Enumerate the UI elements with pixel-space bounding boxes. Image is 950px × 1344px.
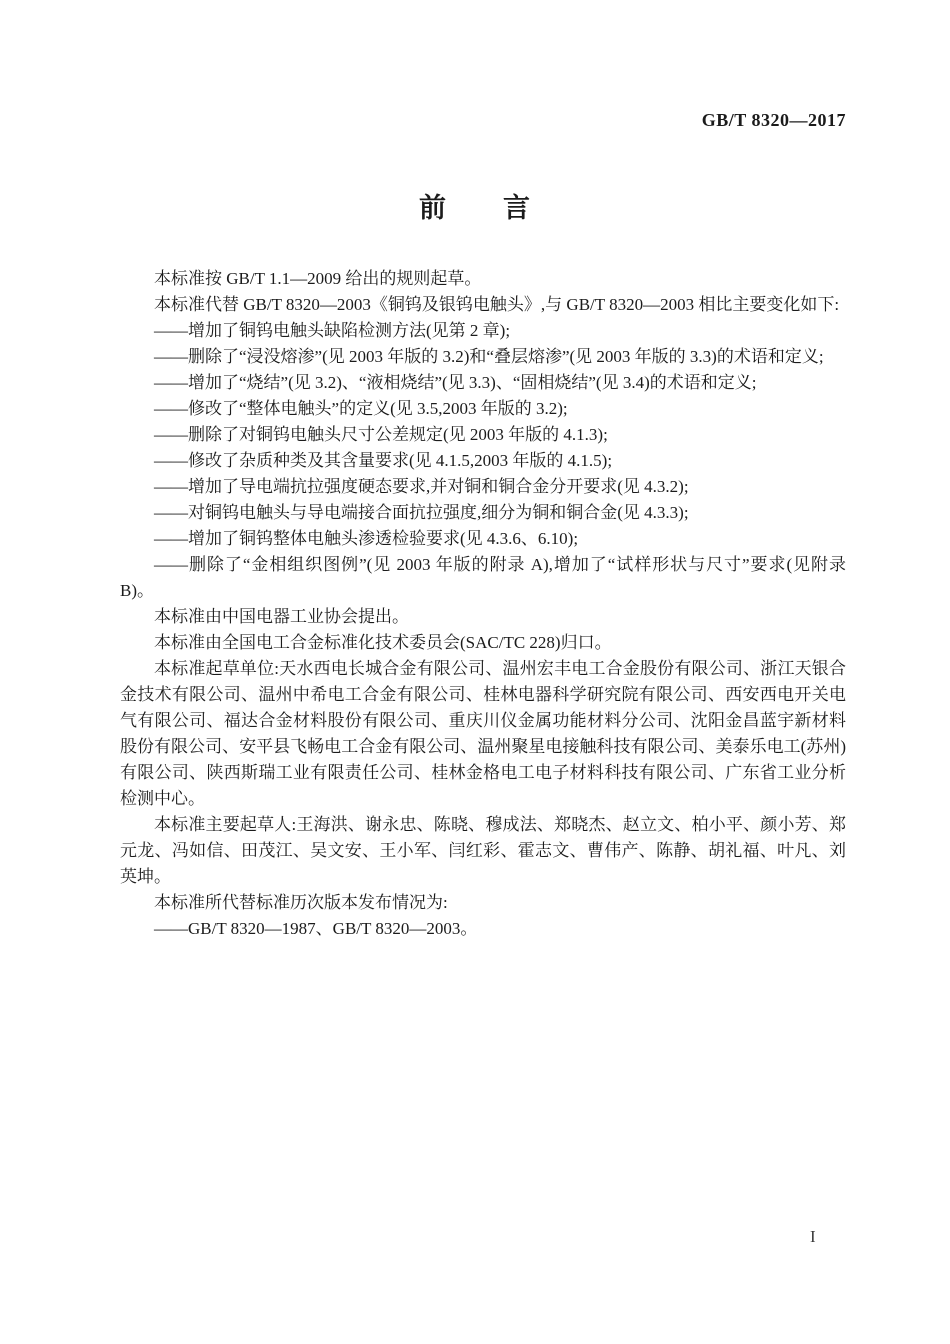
foreword-paragraph: ——删除了对铜钨电触头尺寸公差规定(见 2003 年版的 4.1.3); [154, 425, 608, 444]
foreword-paragraph: 本标准由中国电器工业协会提出。 [154, 607, 409, 626]
foreword-paragraph: ——修改了杂质种类及其含量要求(见 4.1.5,2003 年版的 4.1.5); [154, 451, 613, 470]
foreword-paragraph: 本标准由全国电工合金标准化技术委员会(SAC/TC 228)归口。 [154, 633, 612, 652]
foreword-paragraph: ——GB/T 8320—1987、GB/T 8320—2003。 [154, 919, 478, 938]
foreword-paragraph: 本标准所代替标准历次版本发布情况为: [154, 893, 448, 912]
foreword-paragraph: 本标准主要起草人:王海洪、谢永忠、陈晓、穆成法、郑晓杰、赵立文、柏小平、颜小芳、郑元龙、冯如信、田茂江、吴文安、王小军、闫红彩、霍志文、曹伟产、陈静、胡礼福、叶凡、刘英坤。 [120, 815, 846, 886]
page-header [120, 110, 846, 131]
foreword-paragraph: 本标准按 GB/T 1.1—2009 给出的规则起草。 [154, 269, 482, 288]
foreword-paragraph: ——对铜钨电触头与导电端接合面抗拉强度,细分为铜和铜合金(见 4.3.3); [154, 503, 689, 522]
foreword-paragraph: ——增加了铜钨整体电触头渗透检验要求(见 4.3.6、6.10); [154, 529, 579, 548]
foreword-title: 前 言 [419, 193, 531, 223]
foreword-body [120, 266, 846, 942]
foreword-paragraph: 本标准起草单位:天水西电长城合金有限公司、温州宏丰电工合金股份有限公司、浙江天银合金技术有限公司、温州中希电工合金有限公司、桂林电器科学研究院有限公司、西安西电开关电气有限公司、福达合金材料股份有限公司、重庆川仪金属功能材料分公司、沈阳金昌蓝宇新材料股份有限公司、安平县飞畅电工合金有限公司、温州聚星电接触科技有限公司、美泰乐电工(苏州)有限公司、陕西斯瑞工业有限责任公司、桂林金格电工电子材料科技有限公司、广东省工业分析检测中心。 [120, 659, 846, 808]
foreword-paragraph: ——删除了“浸没熔渗”(见 2003 年版的 3.2)和“叠层熔渗”(见 2003 年版的 3.3)的术语和定义; [154, 347, 824, 366]
foreword-paragraph: ——删除了“金相组织图例”(见 2003 年版的附录 A),增加了“试样形状与尺寸”要求(见附录 B)。 [120, 555, 846, 600]
foreword-paragraph: ——增加了铜钨电触头缺陷检测方法(见第 2 章); [154, 321, 511, 340]
foreword-paragraph: ——修改了“整体电触头”的定义(见 3.5,2003 年版的 3.2); [154, 399, 568, 418]
standard-number: GB/T 8320—2017 [701, 110, 846, 130]
page-number: I [810, 1227, 816, 1246]
foreword-paragraph: ——增加了“烧结”(见 3.2)、“液相烧结”(见 3.3)、“固相烧结”(见 3.4)的术语和定义; [154, 373, 757, 392]
foreword-paragraph: 本标准代替 GB/T 8320—2003《铜钨及银钨电触头》,与 GB/T 8320—2003 相比主要变化如下: [154, 295, 840, 314]
foreword-paragraph: ——增加了导电端抗拉强度硬态要求,并对铜和铜合金分开要求(见 4.3.2); [154, 477, 689, 496]
